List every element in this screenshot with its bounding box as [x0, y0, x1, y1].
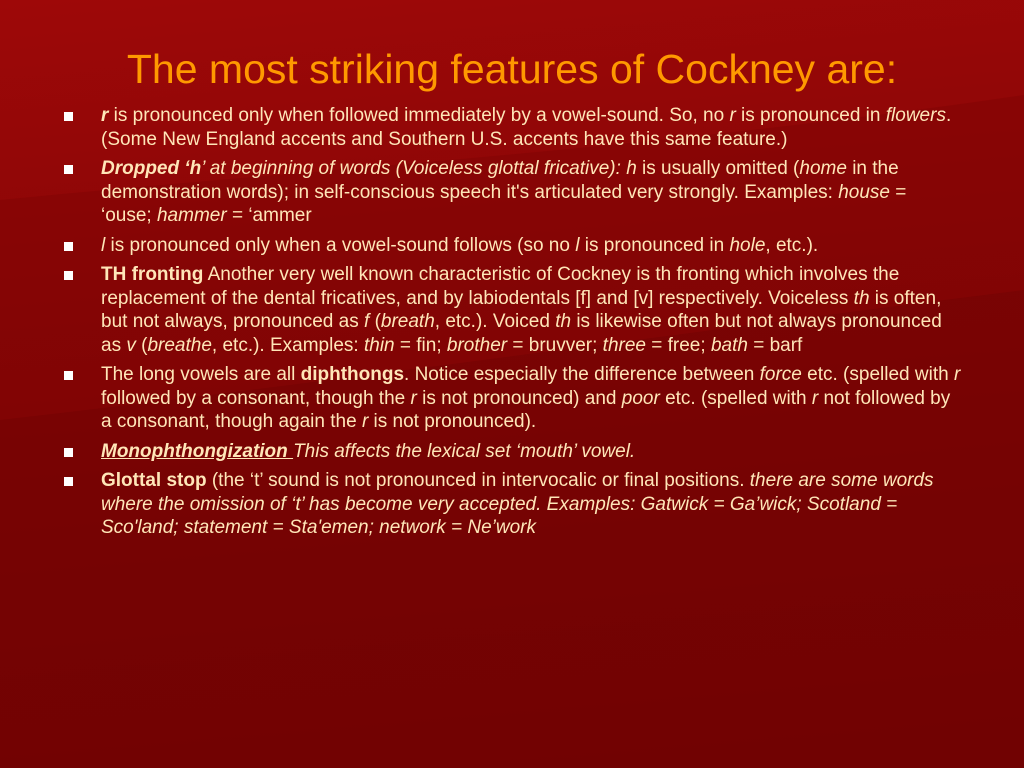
- text-run: . Notice especially the difference between: [404, 364, 760, 385]
- text-run: home: [799, 158, 847, 179]
- text-run: = fin;: [394, 334, 447, 356]
- square-bullet-icon: [64, 165, 73, 174]
- text-run: Dropped ‘h: [101, 158, 202, 179]
- text-run: = free;: [645, 334, 711, 356]
- bullet-text: [101, 470, 934, 538]
- text-run: breath: [380, 311, 435, 332]
- text-run: etc. (spelled with: [801, 364, 954, 385]
- bullet-item: [61, 440, 961, 464]
- text-run: r: [811, 387, 819, 409]
- text-run: is usually omitted (: [636, 158, 800, 179]
- text-run: etc. (spelled with: [659, 387, 812, 409]
- text-run: l: [101, 234, 106, 256]
- bullet-item: [61, 234, 961, 258]
- text-run: flowers: [885, 105, 946, 126]
- bullet-text: [101, 364, 960, 432]
- text-run: is pronounced in: [735, 105, 886, 126]
- text-run: r: [953, 364, 961, 385]
- text-run: thin: [363, 334, 395, 356]
- text-run: r: [101, 105, 109, 126]
- bullet-text: [101, 264, 942, 356]
- text-run: This affects the lexical set ‘mouth’ vowel.: [293, 440, 636, 462]
- text-run: (the ‘t’ sound is not pronounced in intervocalic or final positions.: [206, 470, 750, 491]
- square-bullet-icon: [64, 448, 73, 457]
- text-run: , etc.). Voiced: [434, 311, 556, 332]
- bullet-text: [101, 441, 635, 462]
- bullet-text: [101, 105, 951, 150]
- text-run: followed by a consonant, though the: [101, 387, 411, 409]
- text-run: = ‘ouse;: [101, 181, 907, 226]
- text-run: = ‘ammer: [226, 205, 312, 226]
- text-run: is often, but not always, pronounced as: [101, 287, 942, 332]
- text-run: bath: [710, 334, 748, 356]
- bullet-item: [61, 157, 961, 228]
- bullet-item: [61, 104, 961, 151]
- text-run: The long vowels are all: [101, 364, 301, 385]
- text-run: . (Some New England accents and Southern U.S. accents have this same feature.): [101, 105, 952, 150]
- text-run: is pronounced in: [579, 234, 730, 256]
- square-bullet-icon: [64, 371, 73, 380]
- text-run: (: [369, 311, 381, 332]
- text-run: l: [575, 234, 580, 256]
- bullet-item: [61, 363, 961, 434]
- text-run: = barf: [747, 334, 803, 356]
- text-run: house: [838, 181, 890, 203]
- text-run: , etc.).: [765, 234, 819, 256]
- bullet-text: [101, 235, 818, 256]
- text-run: th: [853, 287, 870, 309]
- text-run: poor: [621, 387, 660, 409]
- text-run: diphthongs: [300, 364, 405, 385]
- bullet-item: [61, 263, 961, 357]
- text-run: Glottal stop: [101, 470, 207, 491]
- text-run: r: [410, 387, 417, 409]
- text-run: is pronounced only when followed immediately by a vowel-sound. So, no: [108, 105, 730, 126]
- text-run: , etc.). Examples:: [211, 334, 364, 356]
- text-run: is likewise often but not always pronounced as: [101, 311, 942, 356]
- text-run: not followed by a consonant, though again the: [101, 387, 951, 432]
- slide-title: The most striking features of Cockney are:: [126, 46, 898, 92]
- text-run: ’ at beginning of words (Voiceless glottal fricative):: [201, 158, 627, 179]
- text-run: Another very well known characteristic of Cockney is th fronting which involves the replacement of the dental fricatives, and by labiodentals [f] and [v] respectively. Voiceless: [101, 264, 900, 309]
- text-run: is pronounced only when a vowel-sound follows (so no: [105, 234, 576, 256]
- text-run: (: [135, 334, 148, 356]
- bullet-item: [61, 469, 961, 540]
- square-bullet-icon: [64, 477, 73, 486]
- text-run: is not pronounced).: [368, 411, 537, 432]
- text-run: f: [364, 311, 370, 332]
- square-bullet-icon: [64, 271, 73, 280]
- square-bullet-icon: [64, 112, 73, 121]
- text-run: is not pronounced) and: [416, 387, 622, 409]
- bullet-text: [101, 158, 906, 226]
- text-run: r: [361, 411, 369, 432]
- text-run: Monophthongization: [101, 440, 294, 462]
- text-run: TH fronting: [101, 264, 204, 285]
- text-run: brother: [446, 334, 508, 356]
- bullet-list: [61, 104, 961, 546]
- text-run: three: [602, 334, 646, 356]
- text-run: h: [626, 158, 637, 179]
- square-bullet-icon: [64, 242, 73, 251]
- text-run: there are some words where the omission of ‘t’ has become very accepted. Examples: Gatwick = Ga’wick; Scotland = Sco'land; statement = Sta'emen; network = Ne’work: [101, 470, 934, 538]
- text-run: v: [126, 334, 136, 356]
- text-run: r: [729, 105, 736, 126]
- text-run: = bruvver;: [507, 334, 603, 356]
- text-run: th: [555, 311, 572, 332]
- text-run: hammer: [156, 205, 227, 226]
- text-run: in the demonstration words); in self-conscious speech it's articulated very strongly. Examples:: [101, 158, 899, 203]
- text-run: breathe: [147, 334, 212, 356]
- text-run: force: [759, 364, 802, 385]
- text-run: hole: [729, 234, 766, 256]
